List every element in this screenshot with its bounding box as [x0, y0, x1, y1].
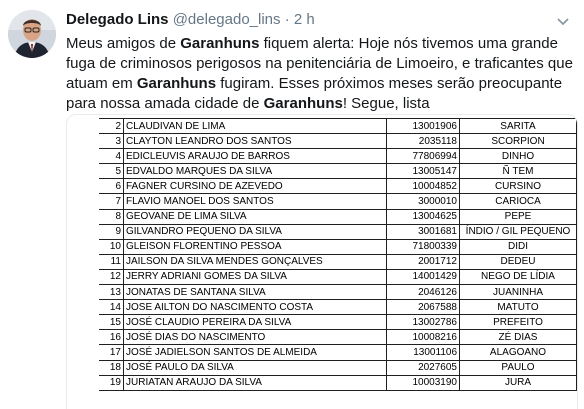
row-number: 9 — [99, 224, 124, 239]
alias: PEPE — [460, 209, 577, 224]
text-part: ! Segue, lista — [342, 95, 430, 112]
alias: DIDI — [460, 239, 577, 254]
alias: NEGO DE LÍDIA — [460, 269, 577, 284]
avatar[interactable] — [8, 10, 56, 58]
record-number: 2067588 — [387, 300, 460, 315]
person-name: EDVALDO MARQUES DA SILVA — [124, 164, 387, 179]
person-name: JOSÉ CLAUDIO PEREIRA DA SILVA — [124, 315, 387, 330]
table-row — [99, 300, 577, 315]
person-name: JOSÉ DIAS DO NASCIMENTO — [124, 330, 387, 345]
profile-photo — [8, 10, 56, 58]
person-name: JAILSON DA SILVA MENDES GONÇALVES — [124, 254, 387, 269]
row-number: 18 — [99, 360, 124, 375]
alias: PAULO — [460, 360, 577, 375]
row-number: 16 — [99, 330, 124, 345]
record-number: 71800339 — [387, 239, 460, 254]
table-row — [99, 239, 577, 254]
alias: ZÉ DIAS — [460, 330, 577, 345]
tweet-text — [66, 34, 576, 114]
row-number: 12 — [99, 269, 124, 284]
table-row — [99, 149, 577, 164]
row-number: 17 — [99, 345, 124, 360]
alias: PREFEITO — [460, 315, 577, 330]
place-mention: Garanhuns — [136, 75, 217, 92]
person-name: JOSE AILTON DO NASCIMENTO COSTA — [124, 300, 387, 315]
person-name: JONATAS DE SANTANA SILVA — [124, 285, 387, 300]
person-name: GEOVANE DE LIMA SILVA — [124, 209, 387, 224]
row-number: 5 — [99, 164, 124, 179]
row-number: 6 — [99, 179, 124, 194]
record-number: 10003190 — [387, 375, 460, 390]
record-number: 77806994 — [387, 149, 460, 164]
row-number: 4 — [99, 149, 124, 164]
record-number: 13005147 — [387, 164, 460, 179]
table-row — [99, 269, 577, 284]
alias: SARITA — [460, 119, 577, 134]
table-row — [99, 134, 577, 149]
person-name: FLAVIO MANOEL DOS SANTOS — [124, 194, 387, 209]
row-number: 19 — [99, 375, 124, 390]
table-row — [99, 179, 577, 194]
alias: JUANINHA — [460, 285, 577, 300]
table-row — [99, 285, 577, 300]
alias: SCORPION — [460, 134, 577, 149]
alias: ALAGOANO — [460, 345, 577, 360]
row-number: 2 — [99, 119, 124, 134]
alias: DEDEU — [460, 254, 577, 269]
alias: MATUTO — [460, 300, 577, 315]
person-name: EDICLEUVIS ARAUJO DE BARROS — [124, 149, 387, 164]
text-part: fugiram. Esses próximos meses serão preocupante para nossa amada cidade de — [66, 75, 563, 112]
place-mention: Garanhuns — [180, 35, 260, 52]
chevron-down-icon[interactable] — [556, 14, 570, 24]
table-row — [99, 330, 577, 345]
person-name: FAGNER CURSINO DE AZEVEDO — [124, 179, 387, 194]
table-row — [99, 164, 577, 179]
table-row — [99, 194, 577, 209]
record-number: 2046126 — [387, 285, 460, 300]
alias: CARIOCA — [460, 194, 577, 209]
row-number: 3 — [99, 134, 124, 149]
row-number: 10 — [99, 239, 124, 254]
row-number: 13 — [99, 285, 124, 300]
table-row — [99, 119, 577, 134]
record-number: 2001712 — [387, 254, 460, 269]
table-row — [99, 209, 577, 224]
table-row — [99, 375, 577, 390]
alias: CURSINO — [460, 179, 577, 194]
person-name: JOSÉ JADIELSON SANTOS DE ALMEIDA — [124, 345, 387, 360]
record-number: 2027605 — [387, 360, 460, 375]
table-row — [99, 315, 577, 330]
table-row — [99, 360, 577, 375]
alias: Ñ TEM — [460, 164, 577, 179]
timestamp[interactable]: 2 h — [293, 11, 315, 28]
person-name: GILVANDRO PEQUENO DA SILVA — [124, 224, 387, 239]
row-number: 14 — [99, 300, 124, 315]
row-number: 8 — [99, 209, 124, 224]
table-row — [99, 345, 577, 360]
person-name: CLAUDIVAN DE LIMA — [124, 119, 387, 134]
author-name[interactable]: Delegado Lins — [66, 11, 169, 28]
attached-image[interactable] — [66, 114, 578, 409]
record-number: 10008216 — [387, 330, 460, 345]
person-name: JOSÉ PAULO DA SILVA — [124, 360, 387, 375]
text-part: Meus amigos de — [66, 35, 181, 52]
row-number: 11 — [99, 254, 124, 269]
row-number: 15 — [99, 315, 124, 330]
person-name: GLEISON FLORENTINO PESSOA — [124, 239, 387, 254]
table-row — [99, 224, 577, 239]
fugitive-table — [99, 118, 577, 391]
record-number: 13001906 — [387, 119, 460, 134]
person-name: CLAYTON LEANDRO DOS SANTOS — [124, 134, 387, 149]
tweet-header — [66, 11, 315, 29]
record-number: 3000010 — [387, 194, 460, 209]
alias: ÍNDIO / GIL PEQUENO — [460, 224, 577, 239]
record-number: 14001429 — [387, 269, 460, 284]
record-number: 10004852 — [387, 179, 460, 194]
author-handle[interactable]: @delegado_lins — [172, 11, 281, 28]
record-number: 13001106 — [387, 345, 460, 360]
person-name: JURIATAN ARAUJO DA SILVA — [124, 375, 387, 390]
separator: · — [284, 11, 290, 28]
record-number: 13004625 — [387, 209, 460, 224]
person-name: JERRY ADRIANI GOMES DA SILVA — [124, 269, 387, 284]
place-mention: Garanhuns — [263, 95, 343, 112]
record-number: 13002786 — [387, 315, 460, 330]
record-number: 3001681 — [387, 224, 460, 239]
table-row — [99, 254, 577, 269]
record-number: 2035118 — [387, 134, 460, 149]
alias: JURA — [460, 375, 577, 390]
text-part: fiquem alerta: Hoje nós tivemos uma grande fuga de criminosos perigosos na penitenciária de Limoeiro, e traficantes que atuam em — [66, 35, 573, 92]
row-number: 7 — [99, 194, 124, 209]
alias: DINHO — [460, 149, 577, 164]
